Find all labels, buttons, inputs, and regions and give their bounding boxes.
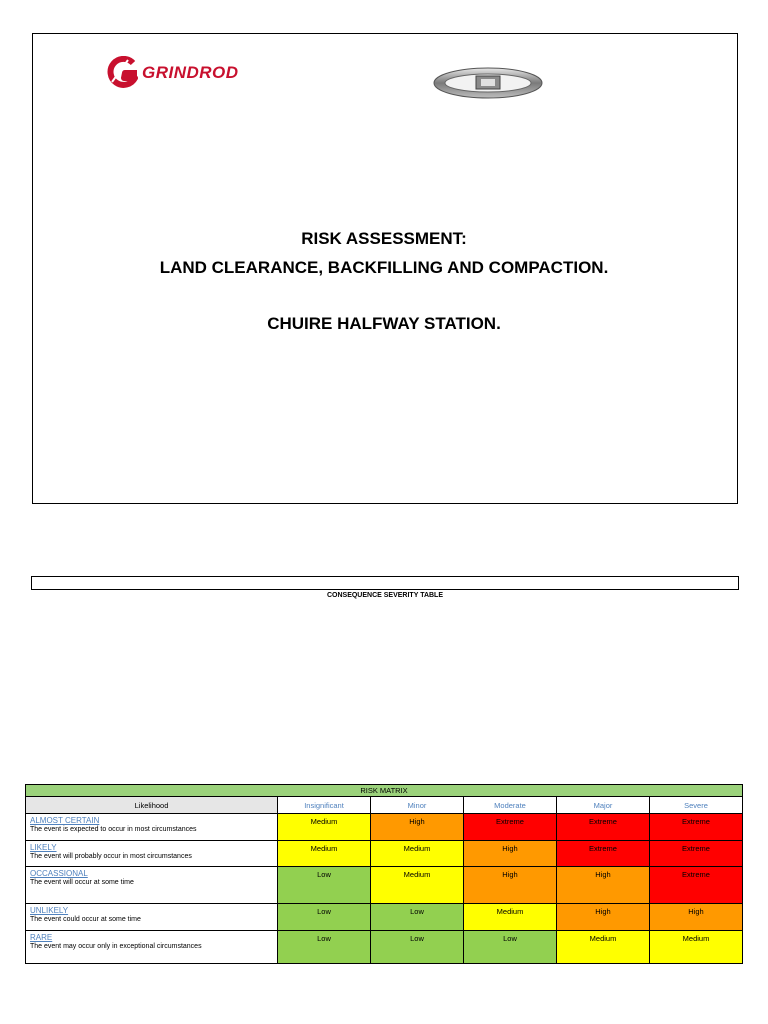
likelihood-desc: The event may occur only in exceptional circumstances	[30, 943, 202, 951]
risk-cell: Extreme	[557, 814, 650, 841]
likelihood-desc: The event will occur at some time	[30, 879, 134, 887]
risk-cell: Medium	[278, 840, 371, 867]
risk-cell: Medium	[371, 840, 464, 867]
cover-title-line2: LAND CLEARANCE, BACKFILLING AND COMPACTION.	[159, 258, 609, 277]
cover-title-block	[0, 224, 768, 338]
consequence-header: Minor	[371, 797, 464, 814]
matrix-row	[26, 814, 743, 841]
risk-cell: Extreme	[650, 814, 743, 841]
likelihood-cell	[26, 840, 278, 867]
risk-cell: Low	[278, 931, 371, 964]
risk-cell: Extreme	[650, 840, 743, 867]
matrix-row	[26, 840, 743, 867]
cover-title-line1: RISK ASSESSMENT:	[301, 229, 467, 248]
likelihood-name: RARE	[30, 933, 53, 943]
likelihood-cell	[26, 903, 278, 931]
likelihood-desc: The event will probably occur in most circumstances	[30, 852, 192, 860]
likelihood-cell	[26, 931, 278, 964]
risk-cell: High	[557, 867, 650, 904]
risk-cell: High	[650, 903, 743, 931]
risk-cell: Low	[371, 931, 464, 964]
consequence-header: Major	[557, 797, 650, 814]
risk-cell: Medium	[650, 931, 743, 964]
risk-cell: Extreme	[557, 840, 650, 867]
grindrod-logo	[106, 56, 239, 90]
likelihood-cell	[26, 867, 278, 904]
likelihood-desc: The event could occur at some time	[30, 915, 141, 923]
matrix-row	[26, 903, 743, 931]
secondary-logo	[432, 66, 544, 105]
risk-cell: Low	[464, 931, 557, 964]
risk-cell: High	[464, 867, 557, 904]
likelihood-cell	[26, 814, 278, 841]
risk-cell: High	[371, 814, 464, 841]
risk-matrix-table	[25, 784, 743, 964]
consequence-header: Moderate	[464, 797, 557, 814]
grindrod-g-icon	[106, 56, 140, 90]
risk-cell: Medium	[371, 867, 464, 904]
risk-cell: High	[557, 903, 650, 931]
consequence-table-bar	[31, 576, 739, 590]
oval-badge-icon	[432, 66, 544, 100]
risk-cell: Medium	[464, 903, 557, 931]
risk-cell: Low	[278, 867, 371, 904]
likelihood-name: ALMOST CERTAIN	[30, 816, 100, 825]
risk-cell: Medium	[557, 931, 650, 964]
likelihood-name: UNLIKELY	[30, 905, 69, 915]
risk-cell: Extreme	[650, 867, 743, 904]
matrix-row	[26, 931, 743, 964]
matrix-row	[26, 867, 743, 904]
likelihood-header: Likelihood	[26, 797, 278, 814]
risk-cell: Low	[371, 903, 464, 931]
consequence-header: Severe	[650, 797, 743, 814]
grindrod-logo-text: GRINDROD	[142, 63, 239, 82]
cover-title-line3: CHUIRE HALFWAY STATION.	[267, 314, 501, 333]
risk-cell: Extreme	[464, 814, 557, 841]
risk-matrix-title: RISK MATRIX	[26, 785, 743, 797]
consequence-header: Insignificant	[278, 797, 371, 814]
likelihood-desc: The event is expected to occur in most circumstances	[30, 826, 197, 833]
likelihood-name: LIKELY	[30, 842, 57, 852]
consequence-table-caption: CONSEQUENCE SEVERITY TABLE	[326, 592, 444, 599]
risk-cell: Medium	[278, 814, 371, 841]
risk-cell: Low	[278, 903, 371, 931]
likelihood-name: OCCASSIONAL	[30, 869, 88, 879]
risk-cell: High	[464, 840, 557, 867]
